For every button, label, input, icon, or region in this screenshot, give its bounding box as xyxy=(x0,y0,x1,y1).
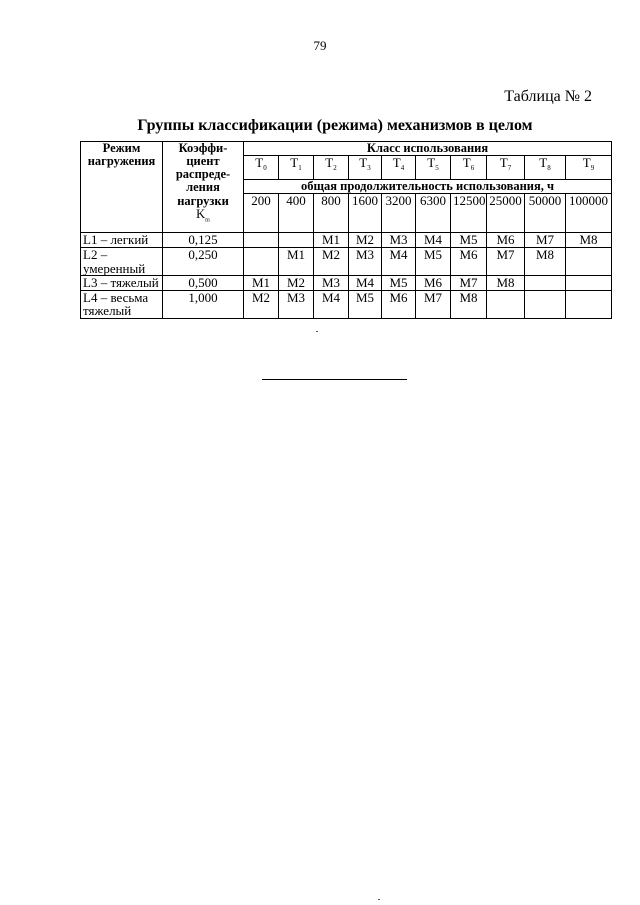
mode-cell: L2 – умеренный xyxy=(81,247,163,275)
group-cell: M2 xyxy=(279,276,314,291)
group-cell: M6 xyxy=(451,247,487,275)
coef-symbol-sub: m xyxy=(205,217,210,224)
table-row xyxy=(81,233,612,248)
coef-cell: 0,500 xyxy=(163,276,244,291)
scan-dot xyxy=(316,331,318,332)
usage-class-letter: T xyxy=(427,155,436,171)
group-cell: M3 xyxy=(382,233,416,248)
usage-class-sub: 3 xyxy=(367,164,371,173)
usage-class-sub: 2 xyxy=(333,164,337,173)
group-cell: M1 xyxy=(279,247,314,275)
usage-class-sub: 1 xyxy=(298,164,302,173)
group-cell: M5 xyxy=(451,233,487,248)
table-row xyxy=(81,290,612,318)
group-cell: M8 xyxy=(525,247,566,275)
usage-class-t0 xyxy=(244,156,279,180)
coef-symbol-letter: K xyxy=(196,206,206,221)
coef-header-line: ления xyxy=(186,180,220,195)
table-row xyxy=(81,276,612,291)
group-cell: M3 xyxy=(279,290,314,318)
group-cell: M6 xyxy=(487,233,525,248)
hours-value: 200 xyxy=(244,194,279,233)
usage-class-letter: T xyxy=(462,155,471,171)
group-cell: M4 xyxy=(314,290,349,318)
usage-class-sub: 6 xyxy=(470,164,475,173)
group-cell: M8 xyxy=(451,290,487,318)
table-row xyxy=(81,247,612,275)
usage-class-letter: T xyxy=(255,155,264,171)
group-cell: M7 xyxy=(416,290,451,318)
hours-value: 100000 xyxy=(566,194,612,233)
coef-symbol xyxy=(165,208,241,224)
group-cell xyxy=(566,290,612,318)
usage-class-letter: T xyxy=(582,155,591,171)
coef-header-line: Коэффи- xyxy=(178,141,228,155)
hours-value: 3200 xyxy=(382,194,416,233)
usage-class-t7 xyxy=(487,156,525,180)
group-cell: M7 xyxy=(487,247,525,275)
group-cell xyxy=(487,290,525,318)
group-cell: M2 xyxy=(314,247,349,275)
table-label: Таблица № 2 xyxy=(504,88,592,105)
usage-class-t9 xyxy=(566,156,612,180)
usage-class-t4 xyxy=(382,156,416,180)
coef-header-line: распреде- xyxy=(175,167,231,182)
usage-class-sub: 8 xyxy=(547,164,551,173)
usage-class-letter: T xyxy=(392,155,401,171)
coef-cell: 1,000 xyxy=(163,290,244,318)
group-cell: M3 xyxy=(349,247,382,275)
usage-class-letter: T xyxy=(539,155,548,171)
group-cell: M6 xyxy=(416,276,451,291)
group-cell xyxy=(566,247,612,275)
hours-value: 50000 xyxy=(525,194,566,233)
usage-class-letter: T xyxy=(325,155,334,171)
group-cell: M5 xyxy=(416,247,451,275)
group-cell: M7 xyxy=(525,233,566,248)
usage-class-t8 xyxy=(525,156,566,180)
group-cell: M4 xyxy=(416,233,451,248)
usage-class-letter: T xyxy=(359,155,368,171)
usage-class-sub: 0 xyxy=(263,164,267,173)
group-cell xyxy=(525,290,566,318)
usage-class-sub: 9 xyxy=(590,164,595,173)
hours-value: 800 xyxy=(314,194,349,233)
usage-class-t5 xyxy=(416,156,451,180)
hours-value: 6300 xyxy=(416,194,451,233)
page-number: 79 xyxy=(313,38,327,53)
usage-class-sub: 4 xyxy=(400,164,405,173)
usage-class-letter: T xyxy=(290,155,299,171)
group-cell: M6 xyxy=(382,290,416,318)
coef-cell: 0,250 xyxy=(163,247,244,275)
hours-value: 1600 xyxy=(349,194,382,233)
group-cell: M2 xyxy=(349,233,382,248)
group-cell: M8 xyxy=(566,233,612,248)
hours-value: 400 xyxy=(279,194,314,233)
coef-cell: 0,125 xyxy=(163,233,244,248)
coef-header xyxy=(163,142,244,233)
footer-rule xyxy=(262,379,407,380)
mode-cell: L4 – весьма тяжелый xyxy=(81,290,163,318)
group-cell: M2 xyxy=(244,290,279,318)
usage-class-header: Класс использования xyxy=(244,142,612,156)
group-cell: M3 xyxy=(314,276,349,291)
usage-class-letter: T xyxy=(499,155,508,171)
usage-class-sub: 7 xyxy=(507,164,512,173)
group-cell: M7 xyxy=(451,276,487,291)
usage-class-t6 xyxy=(451,156,487,180)
hours-value: 12500 xyxy=(451,194,487,233)
mode-cell: L1 – легкий xyxy=(81,233,163,248)
usage-class-sub: 5 xyxy=(435,164,439,173)
scan-dot xyxy=(378,899,380,900)
hours-value: 25000 xyxy=(487,194,525,233)
group-cell: M4 xyxy=(349,276,382,291)
group-cell xyxy=(566,276,612,291)
classification-table xyxy=(80,141,612,319)
usage-class-t1 xyxy=(279,156,314,180)
group-cell: M1 xyxy=(314,233,349,248)
group-cell xyxy=(279,233,314,248)
table-title: Группы классификации (режима) механизмов в целом xyxy=(137,117,533,134)
total-duration-header: общая продолжительность использования, ч xyxy=(244,180,612,194)
group-cell: M4 xyxy=(382,247,416,275)
usage-class-t3 xyxy=(349,156,382,180)
group-cell: M5 xyxy=(349,290,382,318)
mode-cell: L3 – тяжелый xyxy=(81,276,163,291)
coef-header-line: циент xyxy=(186,154,220,169)
group-cell xyxy=(244,247,279,275)
group-cell: M1 xyxy=(244,276,279,291)
coef-header-line: нагрузки xyxy=(177,193,229,208)
usage-class-t2 xyxy=(314,156,349,180)
group-cell xyxy=(244,233,279,248)
mode-header: Режим нагружения xyxy=(81,142,163,233)
group-cell xyxy=(525,276,566,291)
group-cell: M8 xyxy=(487,276,525,291)
header-row xyxy=(81,142,612,156)
group-cell: M5 xyxy=(382,276,416,291)
